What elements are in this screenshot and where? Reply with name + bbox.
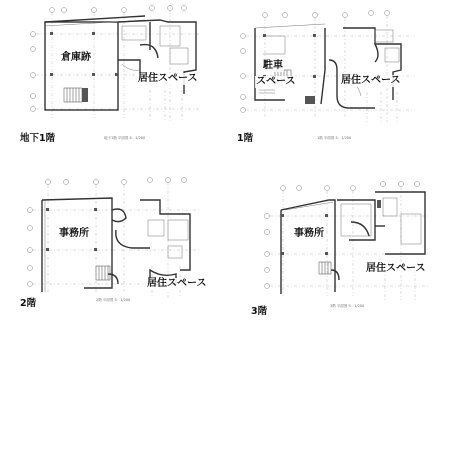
- staircase: [64, 88, 88, 102]
- plan-floor-3: [225, 170, 450, 330]
- grid-bubbles-left: [31, 32, 36, 112]
- scale-caption-f1: 1階 平面図 S：1/200: [317, 136, 352, 140]
- room-label-storage: 倉庫跡: [61, 52, 91, 63]
- floor-plan-drawing-b1: [0, 0, 225, 170]
- scale-caption-b1: 地下1階 平面図 S：1/200: [104, 136, 146, 140]
- staircase: [319, 262, 339, 280]
- floor-label-f2: 2階: [20, 298, 37, 309]
- plan-basement-1: [0, 0, 225, 170]
- grid-bubbles-top: [46, 178, 187, 185]
- grid-bubbles-top: [50, 6, 187, 13]
- room-label-parking-line2: スペース: [256, 76, 296, 87]
- plan-floor-1: [225, 0, 450, 170]
- scale-caption-f2: 2階 平面図 S：1/200: [96, 298, 131, 302]
- grid-bubbles-left: [241, 34, 246, 113]
- grid-bubbles-left: [265, 214, 270, 289]
- room-label-office: 事務所: [294, 228, 324, 239]
- room-label-parking-line1: 駐車: [263, 60, 283, 71]
- floor-label-b1: 地下1階: [20, 133, 56, 144]
- room-label-living: 居住スペース: [138, 73, 198, 84]
- grid-bubbles-left: [28, 208, 33, 287]
- plan-floor-2: [0, 170, 225, 330]
- grid-bubbles-top: [281, 182, 420, 191]
- grid-bubbles-top: [263, 11, 390, 18]
- floor-label-f3: 3階: [251, 306, 268, 317]
- room-label-living: 居住スペース: [147, 278, 207, 289]
- floor-label-f1: 1階: [237, 133, 254, 144]
- staircase: [96, 266, 118, 284]
- room-label-living: 居住スペース: [341, 75, 401, 86]
- room-label-living: 居住スペース: [366, 263, 426, 274]
- scale-caption-f3: 3階 平面図 S：1/200: [330, 304, 365, 308]
- room-label-office: 事務所: [59, 228, 89, 239]
